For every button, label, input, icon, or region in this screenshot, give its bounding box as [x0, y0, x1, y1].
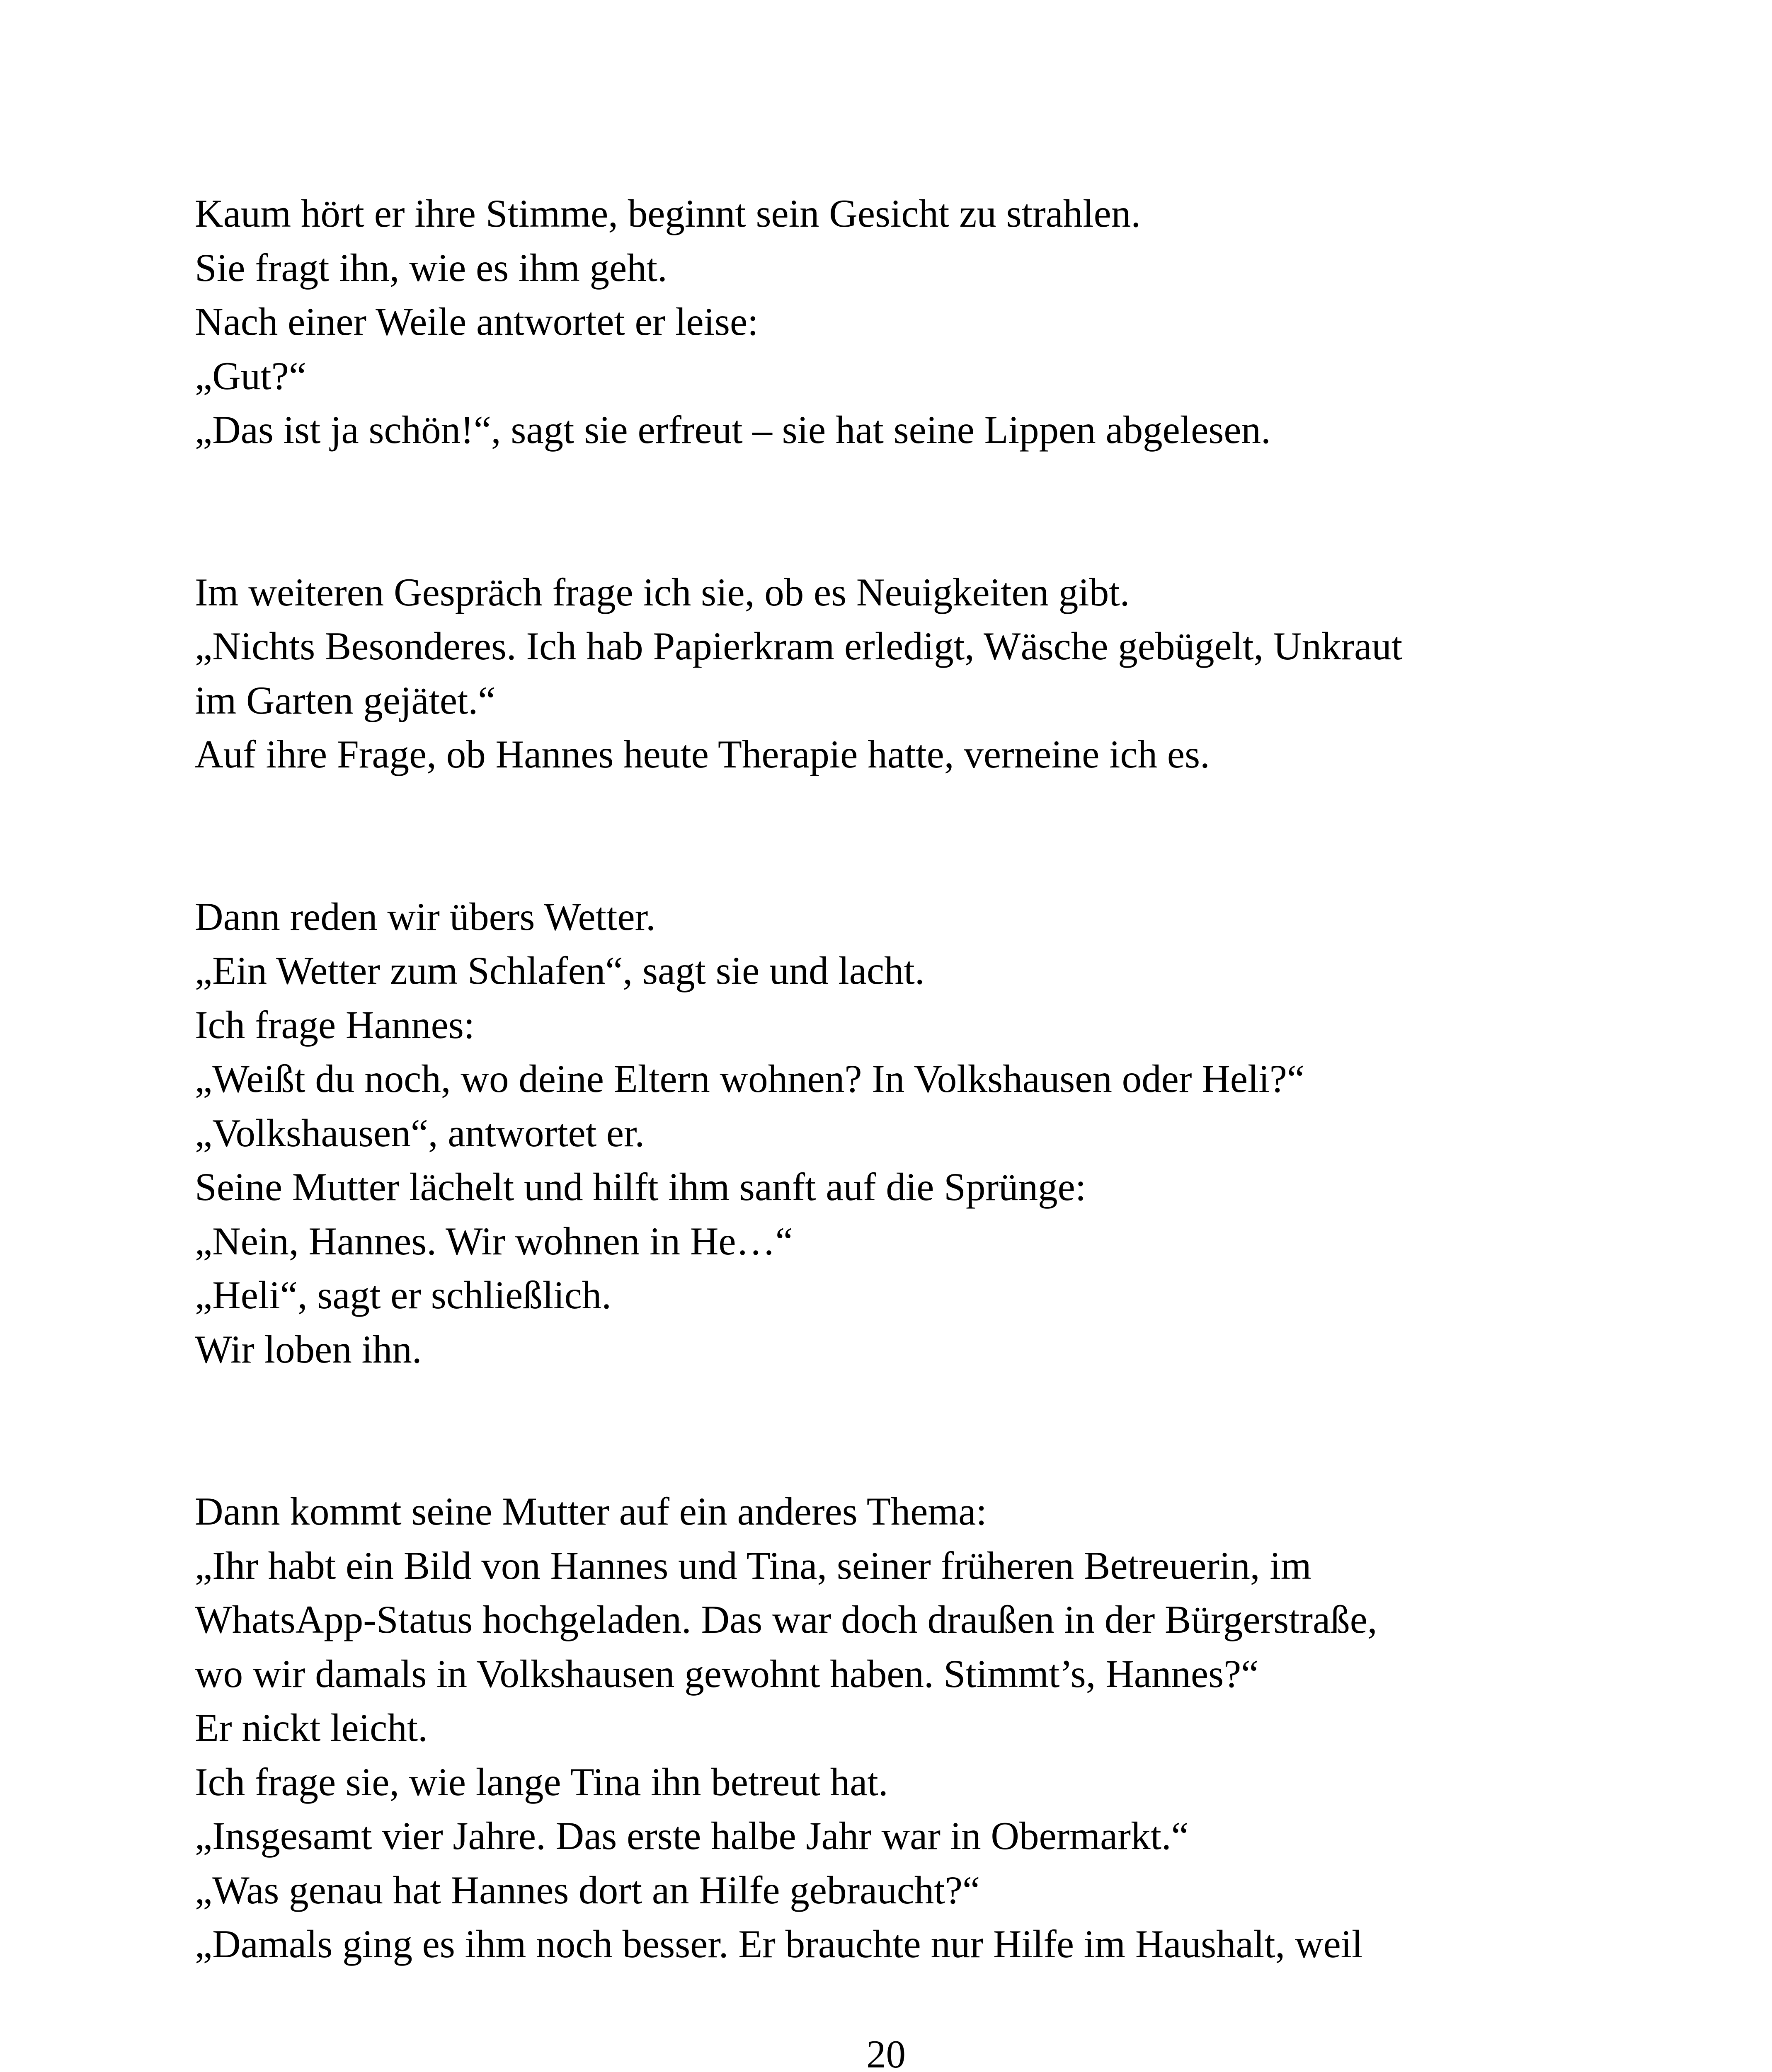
text-line: „Volkshausen“, antwortet er.: [195, 1111, 645, 1155]
text-line: WhatsApp-Status hochgeladen. Das war doch draußen in der Bürgerstraße,: [195, 1598, 1377, 1641]
page-number: 20: [866, 2032, 906, 2072]
text-line: „Nein, Hannes. Wir wohnen in He…“: [195, 1219, 793, 1263]
text-line: „Nichts Besonderes. Ich hab Papierkram erledigt, Wäsche gebügelt, Unkraut: [195, 624, 1403, 668]
text-line: „Was genau hat Hannes dort an Hilfe gebraucht?“: [195, 1868, 980, 1912]
paragraph-spacer: [195, 782, 1604, 890]
paragraph-1: [195, 186, 1604, 457]
text-line: „Ein Wetter zum Schlafen“, sagt sie und lacht.: [195, 949, 925, 992]
text-line: Dann kommt seine Mutter auf ein anderes Thema:: [195, 1489, 987, 1533]
text-line: wo wir damals in Volkshausen gewohnt haben. Stimmt’s, Hannes?“: [195, 1651, 1259, 1696]
text-line: Auf ihre Frage, ob Hannes heute Therapie hatte, verneine ich es.: [195, 732, 1210, 776]
text-line: „Das ist ja schön!“, sagt sie erfreut – sie hat seine Lippen abgelesen.: [195, 408, 1271, 452]
text-line: „Weißt du noch, wo deine Eltern wohnen? In Volkshausen oder Heli?“: [195, 1057, 1305, 1101]
text-line: „Insgesamt vier Jahre. Das erste halbe Jahr war in Obermarkt.“: [195, 1814, 1189, 1858]
text-line: „Damals ging es ihm noch besser. Er brauchte nur Hilfe im Haushalt, weil: [195, 1922, 1363, 1966]
text-line: Nach einer Weile antwortet er leise:: [195, 300, 759, 344]
body-text: [195, 186, 1604, 1971]
text-line: Wir loben ihn.: [195, 1327, 422, 1371]
text-line: im Garten gejätet.“: [195, 678, 496, 722]
text-line: Ich frage Hannes:: [195, 1002, 475, 1047]
paragraph-2: [195, 565, 1604, 782]
text-line: Ich frage sie, wie lange Tina ihn betreut hat.: [195, 1760, 888, 1804]
paragraph-spacer: [195, 1376, 1604, 1484]
paragraph-4: [195, 1484, 1604, 1971]
text-line: Seine Mutter lächelt und hilft ihm sanft auf die Sprünge:: [195, 1165, 1086, 1209]
text-line: „Ihr habt ein Bild von Hannes und Tina, seiner früheren Betreuerin, im: [195, 1543, 1311, 1588]
text-line: Kaum hört er ihre Stimme, beginnt sein Gesicht zu strahlen.: [195, 191, 1141, 235]
text-line: Sie fragt ihn, wie es ihm geht.: [195, 245, 667, 290]
text-line: Im weiteren Gespräch frage ich sie, ob es Neuigkeiten gibt.: [195, 570, 1130, 614]
paragraph-3: [195, 890, 1604, 1377]
text-line: „Gut?“: [195, 353, 306, 398]
text-line: „Heli“, sagt er schließlich.: [195, 1273, 612, 1317]
text-line: Er nickt leicht.: [195, 1706, 428, 1750]
text-line: Dann reden wir übers Wetter.: [195, 894, 656, 939]
paragraph-spacer: [195, 457, 1604, 565]
